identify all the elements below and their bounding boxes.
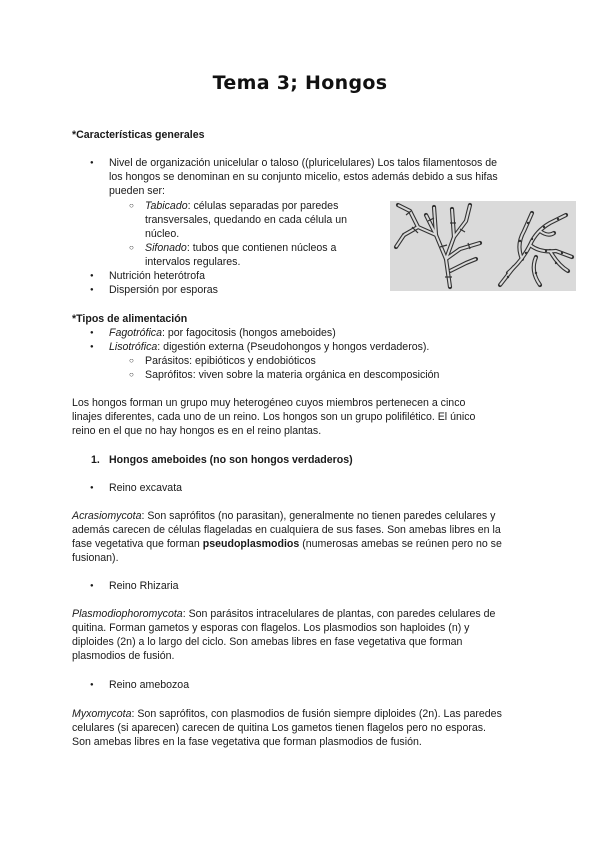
text-line: ● Nivel de organización unicelular o taloso ((pluricelulares) Los talos filamentosos de	[109, 157, 498, 169]
text-line: : por fagocitosis (hongos ameboides)	[162, 327, 336, 339]
bullet-lisotrofica	[109, 340, 429, 354]
term-tabicado: Tabicado	[145, 200, 188, 212]
text-line: núcleo.	[145, 228, 180, 240]
text-line: : Son parásitos intracelulares de plantas, con paredes celulares de	[182, 608, 496, 620]
text-line: fase vegetativa que forman	[72, 538, 203, 550]
plasmodio-line	[72, 607, 495, 621]
caracteristicas-heading: *Características generales	[72, 129, 205, 141]
intro-line: reino en el que no hay hongos es en el reino plantas.	[72, 425, 322, 437]
hyphae-drawing-icon	[390, 201, 576, 291]
page-title: Tema 3; Hongos	[212, 72, 388, 94]
plasmodio-line: plasmodios de fusión.	[72, 650, 175, 662]
text-line: transversales, quedando en cada célula un	[145, 214, 348, 226]
text-line: intervalos regulares.	[145, 256, 241, 268]
tipos-heading: *Tipos de alimentación	[72, 313, 188, 325]
acrasio-line: además carecen de células flageladas en cualquiera de sus fases. Son amebas libres en la	[72, 524, 501, 536]
bullet-reino-amebozoa: ● Reino amebozoa	[109, 678, 189, 692]
sub-bullet-parasitos: ○ Parásitos: epibióticos y endobióticos	[145, 354, 316, 368]
term-pseudoplasmodios: pseudoplasmodios	[202, 538, 300, 550]
sub-bullet-tabicado	[145, 199, 338, 213]
myxo-line: celulares (si aparecen) carecen de quitina Los gametos tienen flagelos pero no esporas.	[72, 722, 486, 734]
sub-bullet-saprofitos: ○ Saprófitos: viven sobre la materia orgánica en descomposición	[145, 368, 439, 382]
intro-line: Los hongos forman un grupo muy heterogéneo cuyos miembros pertenecen a cinco	[72, 397, 466, 409]
myxo-line	[72, 707, 502, 721]
bullet-fagotrofica	[109, 326, 336, 340]
term-plasmodiophoromycota: Plasmodiophoromycota	[72, 608, 183, 620]
section-title: Hongos ameboides (no son hongos verdaderos)	[109, 454, 353, 466]
text-line: : Son saprófitos (no parasitan), generalmente no tienen paredes celulares y	[141, 510, 496, 522]
text-line: los hongos se denominan en su conjunto micelio, estos además debido a sus hifas	[109, 171, 498, 183]
bullet-dispersion: ● Dispersión por esporas	[109, 283, 218, 297]
section-1-heading	[91, 453, 353, 467]
term-acrasiomycota: Acrasiomycota	[72, 510, 142, 522]
text-line: : células separadas por paredes	[187, 200, 339, 212]
bullet-reino-rhizaria: ● Reino Rhizaria	[109, 579, 178, 593]
bullet-nutricion: ● Nutrición heterótrofa	[109, 269, 205, 283]
plasmodio-line: quitina. Forman gametos y esporas con flagelos. Los plasmodios son haploides (n) y	[72, 622, 470, 634]
text-line: pueden ser:	[109, 185, 165, 197]
bullet-organizacion	[109, 156, 497, 170]
text-line: : digestión externa (Pseudohongos y hongos verdaderos).	[157, 341, 430, 353]
term-sifonado: Sifonado	[145, 242, 187, 254]
myxo-line: Son amebas libres en la fase vegetativa que forman plasmodios de fusión.	[72, 736, 422, 748]
bullet-reino-excavata: ● Reino excavata	[109, 481, 182, 495]
section-number: 1.	[91, 454, 100, 466]
text-line: (numerosas amebas se reúnen pero no se	[299, 538, 502, 550]
term-fagotrofica: Fagotrófica	[109, 327, 162, 339]
acrasio-line: fusionan).	[72, 552, 119, 564]
text-line: : tubos que contienen núcleos a	[186, 242, 337, 254]
term-lisotrofica: Lisotrófica	[109, 341, 158, 353]
hyphae-illustration	[390, 201, 576, 291]
intro-line: linajes diferentes, cada uno de un reino. Los hongos son un grupo polifilético. El único	[72, 411, 476, 423]
sub-bullet-sifonado	[145, 241, 336, 255]
text-line: : Son saprófitos, con plasmodios de fusión siempre diploides (2n). Las paredes	[131, 708, 502, 720]
acrasio-line	[72, 537, 502, 551]
plasmodio-line: diploides (2n) a lo largo del ciclo. Son amebas libres en fase vegetativa que forman	[72, 636, 463, 648]
term-myxomycota: Myxomycota	[72, 708, 132, 720]
acrasio-line	[72, 509, 495, 523]
